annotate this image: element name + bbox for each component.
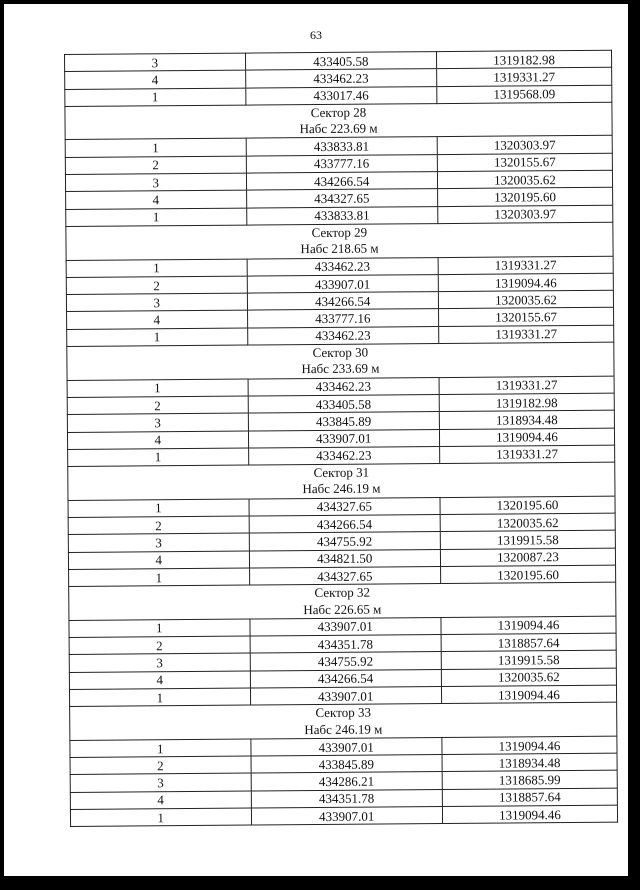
sector-title: Сектор 31 [313,464,370,481]
point-number-cell: 1 [68,448,249,467]
point-number-cell: 3 [68,533,249,552]
x-coordinate-cell: 434327.65 [249,566,441,585]
y-coordinate-cell: 1320195.60 [440,496,615,515]
point-number-cell: 3 [65,173,246,192]
y-coordinate-cell: 1320035.62 [438,290,613,309]
sector-header-row [66,222,613,260]
y-coordinate-cell: 1319094.46 [442,736,617,755]
point-number-cell: 1 [69,688,250,707]
y-coordinate-cell: 1319331.27 [437,67,612,86]
point-number-cell: 1 [70,808,251,827]
x-coordinate-cell: 433462.23 [247,257,439,276]
point-number-cell: 1 [67,379,248,398]
x-coordinate-cell: 433907.01 [250,687,442,706]
y-coordinate-cell: 1319094.46 [438,273,613,292]
y-coordinate-cell: 1320035.62 [437,170,612,189]
y-coordinate-cell: 1319331.27 [440,445,615,464]
x-coordinate-cell: 433845.89 [248,412,440,431]
sector-height: Набс 226.65 м [303,601,382,617]
point-number-cell: 1 [66,259,247,278]
point-number-cell: 2 [66,276,247,295]
point-number-cell: 4 [70,791,251,810]
x-coordinate-cell: 433907.01 [250,737,442,756]
sector-header-row [67,342,614,380]
x-coordinate-cell: 434266.54 [246,172,438,191]
x-coordinate-cell: 434266.54 [250,669,442,688]
sector-title: Сектор 32 [314,584,371,601]
y-coordinate-cell: 1318934.48 [442,753,617,772]
x-coordinate-cell: 434351.78 [250,635,442,654]
y-coordinate-cell: 1319094.46 [439,428,614,447]
point-number-cell: 3 [70,774,251,793]
y-coordinate-cell: 1320303.97 [437,136,612,155]
point-number-cell: 2 [67,396,248,415]
x-coordinate-cell: 434286.21 [251,772,443,791]
x-coordinate-cell: 433405.58 [248,395,440,414]
x-coordinate-cell: 433907.01 [248,429,440,448]
y-coordinate-cell: 1320087.23 [440,548,615,567]
y-coordinate-cell: 1320195.60 [440,565,615,584]
x-coordinate-cell: 433907.01 [251,807,443,826]
point-number-cell: 1 [70,739,251,758]
x-coordinate-cell: 434266.54 [247,292,439,311]
x-coordinate-cell: 433462.23 [248,446,440,465]
y-coordinate-cell: 1319331.27 [438,256,613,275]
point-number-cell: 4 [67,431,248,450]
point-number-cell: 4 [67,311,248,330]
x-coordinate-cell: 433845.89 [251,755,443,774]
sector-header-row [65,102,612,140]
y-coordinate-cell: 1319094.46 [441,616,616,635]
point-number-cell: 4 [66,190,247,209]
x-coordinate-cell: 433907.01 [247,274,439,293]
y-coordinate-cell: 1318934.48 [439,410,614,429]
sector-header [67,342,614,380]
point-number-cell: 4 [65,70,246,89]
y-coordinate-cell: 1319182.98 [439,393,614,412]
y-coordinate-cell: 1319915.58 [440,530,615,549]
x-coordinate-cell: 433462.23 [247,326,439,345]
y-coordinate-cell: 1320155.67 [437,153,612,172]
x-coordinate-cell: 434755.92 [249,532,441,551]
page-number: 63 [310,28,322,42]
sector-height: Набс 223.69 м [299,120,378,137]
point-number-cell: 3 [66,293,247,312]
sector-height: Набс 233.69 м [301,360,380,377]
sector-header [68,462,615,500]
sector-title: Сектор 29 [311,224,368,241]
y-coordinate-cell: 1320303.97 [438,205,613,224]
point-number-cell: 1 [69,619,250,638]
sector-title: Сектор 33 [315,704,371,721]
x-coordinate-cell: 434755.92 [250,652,442,671]
x-coordinate-cell: 433833.81 [246,206,438,225]
y-coordinate-cell: 1319094.46 [442,805,617,824]
point-number-cell: 1 [69,568,250,587]
x-coordinate-cell: 433017.46 [245,86,437,105]
y-coordinate-cell: 1319094.46 [441,685,616,704]
x-coordinate-cell: 433777.16 [246,154,438,173]
sector-title: Сектор 28 [310,104,367,120]
point-number-cell: 2 [68,516,249,535]
point-number-cell: 3 [65,53,246,72]
x-coordinate-cell: 434821.50 [249,549,441,568]
y-coordinate-cell: 1320035.62 [440,513,615,532]
sector-header [70,702,617,740]
sector-header-row [69,582,616,620]
point-number-cell: 2 [70,756,251,775]
y-coordinate-cell: 1320195.60 [438,188,613,207]
sector-title: Сектор 30 [312,344,369,361]
sector-height: Набс 218.65 м [300,240,379,257]
x-coordinate-cell: 433462.23 [245,69,437,88]
point-number-cell: 2 [69,636,250,655]
x-coordinate-cell: 434327.65 [248,497,440,516]
x-coordinate-cell: 433777.16 [247,309,439,328]
point-number-cell: 3 [67,413,248,432]
sector-header-row [70,702,617,740]
point-number-cell: 4 [68,551,249,570]
y-coordinate-cell: 1319331.27 [439,325,614,344]
x-coordinate-cell: 433907.01 [249,617,441,636]
x-coordinate-cell: 434351.78 [251,789,443,808]
y-coordinate-cell: 1318857.64 [441,633,616,652]
sector-height: Набс 246.19 м [304,721,383,737]
coordinates-table-body [65,50,618,827]
point-number-cell: 1 [66,208,247,227]
y-coordinate-cell: 1319182.98 [436,50,611,69]
x-coordinate-cell: 433462.23 [248,377,440,396]
point-number-cell: 1 [67,328,248,347]
point-number-cell: 2 [65,156,246,175]
x-coordinate-cell: 433833.81 [246,137,438,156]
sector-header [69,582,616,620]
y-coordinate-cell: 1318857.64 [442,788,617,807]
point-number-cell: 1 [68,499,249,518]
y-coordinate-cell: 1318685.99 [442,771,617,790]
sector-header [66,222,613,260]
sector-header [65,102,612,140]
y-coordinate-cell: 1319915.58 [441,651,616,670]
sector-height: Набс 246.19 м [302,480,381,497]
y-coordinate-cell: 1320035.62 [441,668,616,687]
y-coordinate-cell: 1319331.27 [439,376,614,395]
point-number-cell: 3 [69,653,250,672]
point-number-cell: 1 [65,88,246,107]
x-coordinate-cell: 434327.65 [246,189,438,208]
x-coordinate-cell: 433405.58 [245,52,437,71]
x-coordinate-cell: 434266.54 [249,515,441,534]
coordinates-table [64,50,618,828]
point-number-cell: 1 [65,139,246,158]
y-coordinate-cell: 1320155.67 [438,308,613,327]
document-page [4,4,628,876]
point-number-cell: 4 [69,671,250,690]
sector-header-row [68,462,615,500]
y-coordinate-cell: 1319568.09 [437,85,612,104]
table-row [70,805,617,827]
